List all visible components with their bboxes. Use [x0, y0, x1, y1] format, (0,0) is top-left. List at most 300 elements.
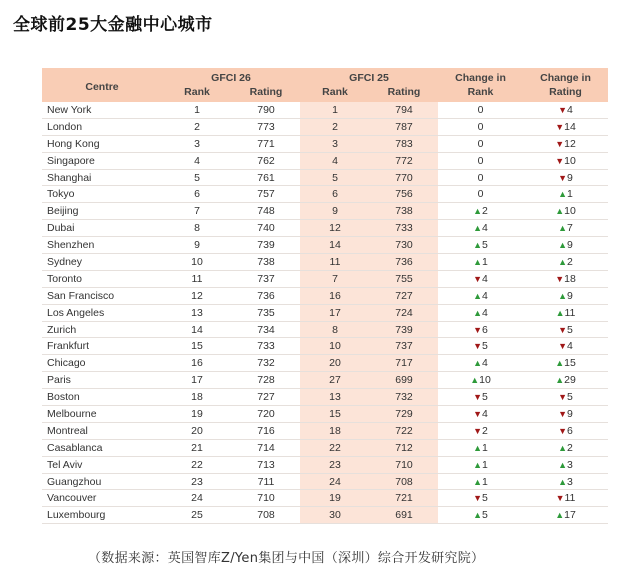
table-row	[42, 237, 608, 254]
cell-rank-26: 4	[162, 152, 232, 169]
header-rank-25: Rank	[300, 85, 370, 102]
header-gfci26: GFCI 26	[162, 68, 300, 85]
header-change-rating: Rating	[523, 85, 608, 102]
cell-rating-26: 735	[232, 304, 300, 321]
triangle-down-icon: ▼	[558, 408, 568, 419]
change-value: 10	[479, 374, 491, 387]
cell-rating-25: 755	[370, 270, 438, 287]
cell-centre: Los Angeles	[42, 304, 162, 321]
change-value: 18	[564, 272, 576, 285]
cell-change-rating	[523, 389, 608, 406]
triangle-down-icon: ▼	[473, 425, 483, 436]
page-title: 全球前25大金融中心城市	[13, 15, 213, 35]
cell-rating-26: 790	[232, 102, 300, 118]
cell-rank-26: 11	[162, 270, 232, 287]
change-value: 6	[567, 424, 573, 437]
cell-rank-25: 20	[300, 355, 370, 372]
change-value: 9	[567, 407, 573, 420]
cell-rating-25: 733	[370, 220, 438, 237]
cell-rank-26: 6	[162, 186, 232, 203]
cell-centre: Casablanca	[42, 439, 162, 456]
change-value: 4	[567, 340, 573, 353]
change-value: 4	[567, 103, 573, 116]
cell-rating-25: 722	[370, 422, 438, 439]
cell-centre: Melbourne	[42, 406, 162, 423]
cell-change-rank	[438, 118, 523, 135]
cell-change-rating	[523, 135, 608, 152]
change-value: 2	[482, 205, 488, 218]
triangle-up-icon: ▲	[558, 256, 568, 267]
cell-change-rating	[523, 270, 608, 287]
gfci-table-container	[42, 68, 608, 524]
cell-change-rating	[523, 372, 608, 389]
cell-rating-25: 724	[370, 304, 438, 321]
table-row	[42, 169, 608, 186]
change-value: 0	[477, 188, 484, 201]
cell-rank-26: 19	[162, 406, 232, 423]
cell-centre: Toronto	[42, 270, 162, 287]
change-value: 9	[567, 239, 573, 252]
cell-rating-26: 727	[232, 389, 300, 406]
cell-rating-25: 717	[370, 355, 438, 372]
table-row	[42, 507, 608, 524]
cell-change-rank	[438, 287, 523, 304]
cell-rating-26: 728	[232, 372, 300, 389]
cell-change-rank	[438, 389, 523, 406]
cell-centre: Guangzhou	[42, 473, 162, 490]
cell-rating-26: 710	[232, 490, 300, 507]
change-value: 10	[564, 154, 576, 167]
cell-centre: Tokyo	[42, 186, 162, 203]
cell-change-rating	[523, 102, 608, 118]
cell-centre: Singapore	[42, 152, 162, 169]
cell-rating-25: 732	[370, 389, 438, 406]
change-value: 4	[482, 306, 488, 319]
cell-rank-25: 6	[300, 186, 370, 203]
table-row	[42, 270, 608, 287]
triangle-down-icon: ▼	[558, 425, 568, 436]
triangle-up-icon: ▲	[555, 510, 565, 521]
cell-rating-26: 761	[232, 169, 300, 186]
cell-centre: Tel Aviv	[42, 456, 162, 473]
change-value: 11	[564, 306, 576, 319]
change-value: 0	[477, 154, 484, 167]
cell-rank-25: 7	[300, 270, 370, 287]
cell-rating-26: 720	[232, 406, 300, 423]
cell-rank-26: 5	[162, 169, 232, 186]
cell-change-rating	[523, 254, 608, 271]
cell-rank-25: 3	[300, 135, 370, 152]
cell-centre: Shanghai	[42, 169, 162, 186]
watermark-logo	[490, 470, 620, 508]
cell-rank-26: 3	[162, 135, 232, 152]
change-value: 0	[477, 120, 484, 133]
change-value: 2	[567, 255, 573, 268]
cell-rank-25: 16	[300, 287, 370, 304]
cell-rank-25: 27	[300, 372, 370, 389]
cell-rating-25: 770	[370, 169, 438, 186]
cell-rank-26: 20	[162, 422, 232, 439]
cell-centre: New York	[42, 102, 162, 118]
cell-change-rank	[438, 102, 523, 118]
table-row	[42, 321, 608, 338]
change-value: 4	[482, 357, 488, 370]
cell-centre: Montreal	[42, 422, 162, 439]
table-row	[42, 203, 608, 220]
cell-rank-25: 19	[300, 490, 370, 507]
change-value: 15	[564, 357, 576, 370]
cell-rating-25: 729	[370, 406, 438, 423]
cell-change-rating	[523, 355, 608, 372]
cell-rating-26: 714	[232, 439, 300, 456]
cell-change-rank	[438, 135, 523, 152]
cell-centre: Hong Kong	[42, 135, 162, 152]
cell-rank-26: 12	[162, 287, 232, 304]
cell-rating-25: 756	[370, 186, 438, 203]
cell-rating-26: 757	[232, 186, 300, 203]
change-value: 4	[482, 272, 488, 285]
change-value: 5	[567, 323, 573, 336]
cell-change-rank	[438, 270, 523, 287]
cell-rank-26: 14	[162, 321, 232, 338]
table-row	[42, 287, 608, 304]
cell-rank-25: 5	[300, 169, 370, 186]
cell-rank-25: 22	[300, 439, 370, 456]
cell-rating-25: 794	[370, 102, 438, 118]
cell-change-rank	[438, 338, 523, 355]
triangle-up-icon: ▲	[473, 290, 483, 301]
change-value: 1	[567, 188, 573, 201]
cell-rank-26: 21	[162, 439, 232, 456]
cell-rating-25: 699	[370, 372, 438, 389]
cell-change-rating	[523, 186, 608, 203]
table-row	[42, 152, 608, 169]
cell-change-rating	[523, 439, 608, 456]
triangle-up-icon: ▲	[555, 206, 565, 217]
triangle-down-icon: ▼	[555, 121, 565, 132]
table-row	[42, 338, 608, 355]
cell-centre: Sydney	[42, 254, 162, 271]
triangle-down-icon: ▼	[558, 104, 568, 115]
cell-centre: Dubai	[42, 220, 162, 237]
cell-centre: Beijing	[42, 203, 162, 220]
triangle-down-icon: ▼	[473, 324, 483, 335]
cell-change-rank	[438, 422, 523, 439]
cell-change-rank	[438, 152, 523, 169]
cell-change-rating	[523, 321, 608, 338]
change-value: 12	[564, 137, 576, 150]
change-value: 17	[564, 509, 576, 522]
change-value: 1	[482, 255, 488, 268]
triangle-down-icon: ▼	[473, 341, 483, 352]
cell-rank-25: 30	[300, 507, 370, 524]
table-row	[42, 220, 608, 237]
cell-rank-26: 25	[162, 507, 232, 524]
cell-change-rank	[438, 439, 523, 456]
triangle-up-icon: ▲	[473, 442, 483, 453]
table-row	[42, 406, 608, 423]
cell-rating-26: 771	[232, 135, 300, 152]
triangle-down-icon: ▼	[473, 392, 483, 403]
cell-rating-26: 711	[232, 473, 300, 490]
header-rating-26: Rating	[232, 85, 300, 102]
cell-change-rank	[438, 406, 523, 423]
cell-change-rating	[523, 338, 608, 355]
cell-change-rating	[523, 304, 608, 321]
source-note: （数据来源：英国智库Z/Yen集团与中国（深圳）综合开发研究院）	[88, 551, 485, 566]
triangle-up-icon: ▲	[473, 459, 483, 470]
cell-rating-25: 730	[370, 237, 438, 254]
cell-centre: Shenzhen	[42, 237, 162, 254]
cell-rank-25: 18	[300, 422, 370, 439]
cell-centre: Boston	[42, 389, 162, 406]
change-value: 0	[477, 171, 484, 184]
cell-rating-25: 708	[370, 473, 438, 490]
cell-rank-26: 18	[162, 389, 232, 406]
triangle-down-icon: ▼	[558, 324, 568, 335]
change-value: 1	[482, 475, 488, 488]
change-value: 3	[567, 475, 573, 488]
triangle-down-icon: ▼	[558, 172, 568, 183]
cell-rank-26: 10	[162, 254, 232, 271]
triangle-up-icon: ▲	[558, 223, 568, 234]
triangle-up-icon: ▲	[473, 256, 483, 267]
triangle-up-icon: ▲	[555, 307, 565, 318]
cell-rating-25: 772	[370, 152, 438, 169]
cell-rank-26: 2	[162, 118, 232, 135]
triangle-down-icon: ▼	[555, 493, 565, 504]
change-value: 5	[482, 391, 488, 404]
cell-rating-25: 737	[370, 338, 438, 355]
cell-rating-26: 773	[232, 118, 300, 135]
cell-centre: Luxembourg	[42, 507, 162, 524]
triangle-up-icon: ▲	[558, 189, 568, 200]
cell-centre: Frankfurt	[42, 338, 162, 355]
change-value: 4	[482, 407, 488, 420]
cell-centre: San Francisco	[42, 287, 162, 304]
change-value: 2	[482, 424, 488, 437]
cell-centre: Vancouver	[42, 490, 162, 507]
cell-rank-25: 12	[300, 220, 370, 237]
triangle-up-icon: ▲	[558, 240, 568, 251]
cell-change-rating	[523, 169, 608, 186]
header-change-rank: Rank	[438, 85, 523, 102]
cell-change-rank	[438, 169, 523, 186]
table-row	[42, 439, 608, 456]
cell-change-rank	[438, 321, 523, 338]
cell-centre: London	[42, 118, 162, 135]
cell-change-rating	[523, 287, 608, 304]
cell-rank-26: 7	[162, 203, 232, 220]
change-value: 9	[567, 171, 573, 184]
cell-rating-26: 713	[232, 456, 300, 473]
cell-rank-26: 17	[162, 372, 232, 389]
table-row	[42, 372, 608, 389]
table-row	[42, 186, 608, 203]
triangle-up-icon: ▲	[473, 476, 483, 487]
cell-rating-26: 748	[232, 203, 300, 220]
cell-change-rank	[438, 203, 523, 220]
cell-change-rank	[438, 372, 523, 389]
cell-change-rank	[438, 220, 523, 237]
cell-rank-26: 24	[162, 490, 232, 507]
header-change-rating-top: Change in	[523, 68, 608, 85]
cell-rank-26: 22	[162, 456, 232, 473]
cell-rating-25: 783	[370, 135, 438, 152]
cell-rank-26: 1	[162, 102, 232, 118]
triangle-up-icon: ▲	[558, 290, 568, 301]
cell-rank-25: 23	[300, 456, 370, 473]
table-row	[42, 355, 608, 372]
triangle-up-icon: ▲	[473, 206, 483, 217]
cell-rank-25: 24	[300, 473, 370, 490]
change-value: 5	[567, 391, 573, 404]
cell-change-rating	[523, 203, 608, 220]
triangle-down-icon: ▼	[473, 408, 483, 419]
cell-centre: Chicago	[42, 355, 162, 372]
cell-rating-26: 733	[232, 338, 300, 355]
table-row	[42, 118, 608, 135]
change-value: 2	[567, 441, 573, 454]
table-body	[42, 102, 608, 524]
change-value: 10	[564, 205, 576, 218]
triangle-down-icon: ▼	[558, 392, 568, 403]
cell-change-rating	[523, 152, 608, 169]
cell-rank-25: 1	[300, 102, 370, 118]
cell-rating-26: 739	[232, 237, 300, 254]
change-value: 29	[564, 374, 576, 387]
table-row	[42, 389, 608, 406]
change-value: 5	[482, 340, 488, 353]
triangle-up-icon: ▲	[555, 375, 565, 386]
cell-rating-26: 736	[232, 287, 300, 304]
table-row	[42, 254, 608, 271]
cell-change-rating	[523, 507, 608, 524]
cell-rating-25: 739	[370, 321, 438, 338]
cell-rating-25: 738	[370, 203, 438, 220]
cell-rank-25: 9	[300, 203, 370, 220]
triangle-up-icon: ▲	[473, 510, 483, 521]
cell-rating-26: 740	[232, 220, 300, 237]
cell-rating-26: 708	[232, 507, 300, 524]
cell-change-rating	[523, 220, 608, 237]
cell-rating-26: 737	[232, 270, 300, 287]
cell-rank-25: 17	[300, 304, 370, 321]
change-value: 11	[564, 492, 576, 505]
cell-rank-25: 10	[300, 338, 370, 355]
cell-change-rank	[438, 304, 523, 321]
cell-change-rank	[438, 186, 523, 203]
change-value: 1	[482, 441, 488, 454]
table-row	[42, 422, 608, 439]
cell-rating-26: 732	[232, 355, 300, 372]
cell-rank-25: 15	[300, 406, 370, 423]
header-rank-26: Rank	[162, 85, 232, 102]
change-value: 5	[482, 239, 488, 252]
change-value: 5	[482, 509, 488, 522]
cell-rating-25: 710	[370, 456, 438, 473]
cell-change-rating	[523, 406, 608, 423]
triangle-up-icon: ▲	[558, 476, 568, 487]
triangle-down-icon: ▼	[555, 138, 565, 149]
cell-rank-25: 13	[300, 389, 370, 406]
cell-rank-26: 8	[162, 220, 232, 237]
triangle-down-icon: ▼	[473, 493, 483, 504]
cell-centre: Paris	[42, 372, 162, 389]
cell-rating-25: 787	[370, 118, 438, 135]
change-value: 3	[567, 458, 573, 471]
triangle-up-icon: ▲	[473, 223, 483, 234]
cell-rank-26: 23	[162, 473, 232, 490]
cell-rank-25: 4	[300, 152, 370, 169]
table-row	[42, 135, 608, 152]
header-rating-25: Rating	[370, 85, 438, 102]
triangle-up-icon: ▲	[473, 307, 483, 318]
triangle-up-icon: ▲	[558, 459, 568, 470]
change-value: 14	[564, 120, 576, 133]
cell-rank-26: 9	[162, 237, 232, 254]
triangle-down-icon: ▼	[558, 341, 568, 352]
change-value: 9	[567, 289, 573, 302]
change-value: 7	[567, 222, 573, 235]
cell-change-rank	[438, 237, 523, 254]
cell-rating-26: 734	[232, 321, 300, 338]
header-change-rank-top: Change in	[438, 68, 523, 85]
cell-change-rating	[523, 237, 608, 254]
cell-rank-26: 15	[162, 338, 232, 355]
triangle-up-icon: ▲	[470, 375, 480, 386]
change-value: 0	[477, 137, 484, 150]
change-value: 5	[482, 492, 488, 505]
triangle-up-icon: ▲	[473, 240, 483, 251]
triangle-up-icon: ▲	[555, 358, 565, 369]
triangle-down-icon: ▼	[473, 273, 483, 284]
table-header	[42, 68, 608, 102]
cell-rank-25: 2	[300, 118, 370, 135]
cell-rating-25: 691	[370, 507, 438, 524]
cell-rank-26: 16	[162, 355, 232, 372]
cell-rating-26: 738	[232, 254, 300, 271]
cell-change-rating	[523, 118, 608, 135]
cell-rank-25: 11	[300, 254, 370, 271]
cell-rating-25: 727	[370, 287, 438, 304]
change-value: 4	[482, 289, 488, 302]
triangle-down-icon: ▼	[555, 155, 565, 166]
header-gfci25: GFCI 25	[300, 68, 438, 85]
change-value: 0	[477, 103, 484, 116]
triangle-down-icon: ▼	[555, 273, 565, 284]
gfci-ranking-table	[42, 68, 608, 524]
cell-rating-25: 721	[370, 490, 438, 507]
cell-centre: Zurich	[42, 321, 162, 338]
cell-rank-25: 14	[300, 237, 370, 254]
cell-rank-25: 8	[300, 321, 370, 338]
change-value: 4	[482, 222, 488, 235]
cell-change-rank	[438, 507, 523, 524]
cell-rating-25: 736	[370, 254, 438, 271]
cell-rating-26: 762	[232, 152, 300, 169]
cell-rating-25: 712	[370, 439, 438, 456]
cell-change-rank	[438, 355, 523, 372]
cell-rank-26: 13	[162, 304, 232, 321]
cell-rating-26: 716	[232, 422, 300, 439]
change-value: 1	[482, 458, 488, 471]
header-centre: Centre	[42, 68, 162, 102]
triangle-up-icon: ▲	[473, 358, 483, 369]
cell-change-rating	[523, 422, 608, 439]
triangle-up-icon: ▲	[558, 442, 568, 453]
table-row	[42, 304, 608, 321]
